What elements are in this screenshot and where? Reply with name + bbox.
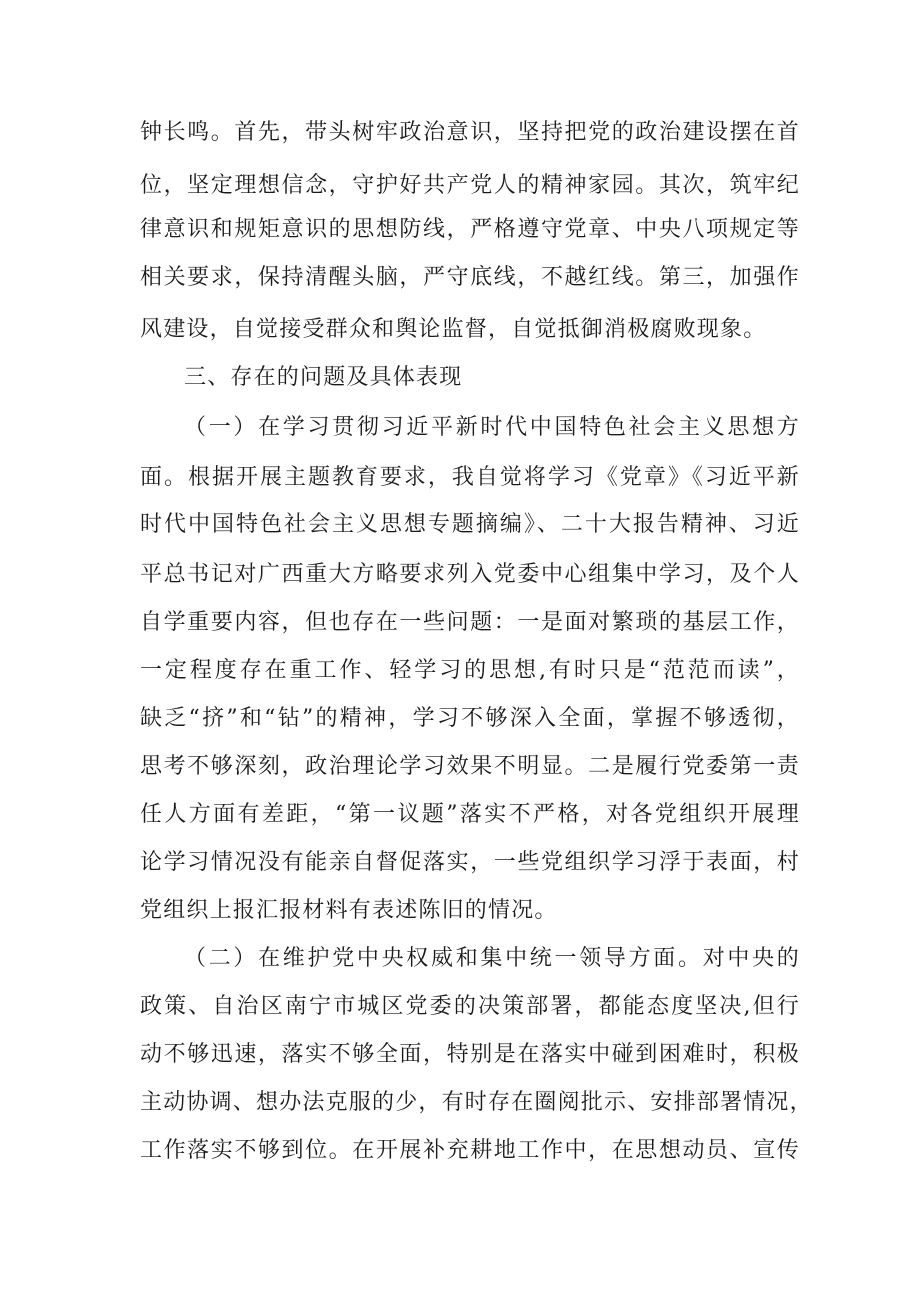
text-line: 任人方面有差距，“第一议题”落实不严格，对各党组织开展理 [140, 802, 800, 827]
text-line: 政策、自治区南宁市城区党委的决策部署，都能态度坚决,但行 [140, 994, 800, 1019]
text-line: （一）在学习贯彻习近平新时代中国特色社会主义思想方 [184, 415, 800, 440]
section-heading: 三、存在的问题及具体表现 [184, 365, 463, 390]
text-line: 平总书记对广西重大方略要求列入党委中心组集中学习，及个人 [140, 562, 800, 587]
text-line: 钟长鸣。首先，带头树牢政治意识，坚持把党的政治建设摆在首 [140, 120, 800, 145]
text-line: 主动协调、想办法克服的少，有时存在圈阅批示、安排部署情况， [140, 1090, 813, 1115]
text-line: （二）在维护党中央权威和集中统一领导方面。对中央的 [184, 946, 800, 971]
text-line: 一定程度存在重工作、轻学习的思想,有时只是“范范而读”， [140, 658, 800, 683]
text-line: 工作落实不够到位。在开展补充耕地工作中，在思想动员、宣传 [140, 1138, 800, 1163]
text-line: 缺乏“挤”和“钻”的精神，学习不够深入全面，掌握不够透彻， [140, 706, 800, 731]
text-line: 位，坚定理想信念，守护好共产党人的精神家园。其次，筑牢纪 [140, 173, 800, 198]
text-line: 律意识和规矩意识的思想防线，严格遵守党章、中央八项规定等 [140, 217, 800, 242]
text-line: 相关要求，保持清醒头脑，严守底线，不越红线。第三，加强作 [140, 265, 800, 290]
text-line: 时代中国特色社会主义思想专题摘编》、二十大报告精神、习近 [140, 512, 800, 537]
text-line: 思考不够深刻，政治理论学习效果不明显。二是履行党委第一责 [140, 754, 800, 779]
text-line: 风建设，自觉接受群众和舆论监督，自觉抵御消极腐败现象。 [140, 317, 767, 342]
text-line: 党组织上报汇报材料有表述陈旧的情况。 [140, 898, 558, 923]
text-line: 面。根据开展主题教育要求，我自觉将学习《党章》《习近平新 [140, 465, 800, 490]
text-line: 自学重要内容，但也存在一些问题：一是面对繁琐的基层工作， [140, 610, 800, 635]
text-line: 论学习情况没有能亲自督促落实，一些党组织学习浮于表面，村 [140, 850, 800, 875]
text-line: 动不够迅速，落实不够全面，特别是在落实中碰到困难时，积极 [140, 1042, 800, 1067]
